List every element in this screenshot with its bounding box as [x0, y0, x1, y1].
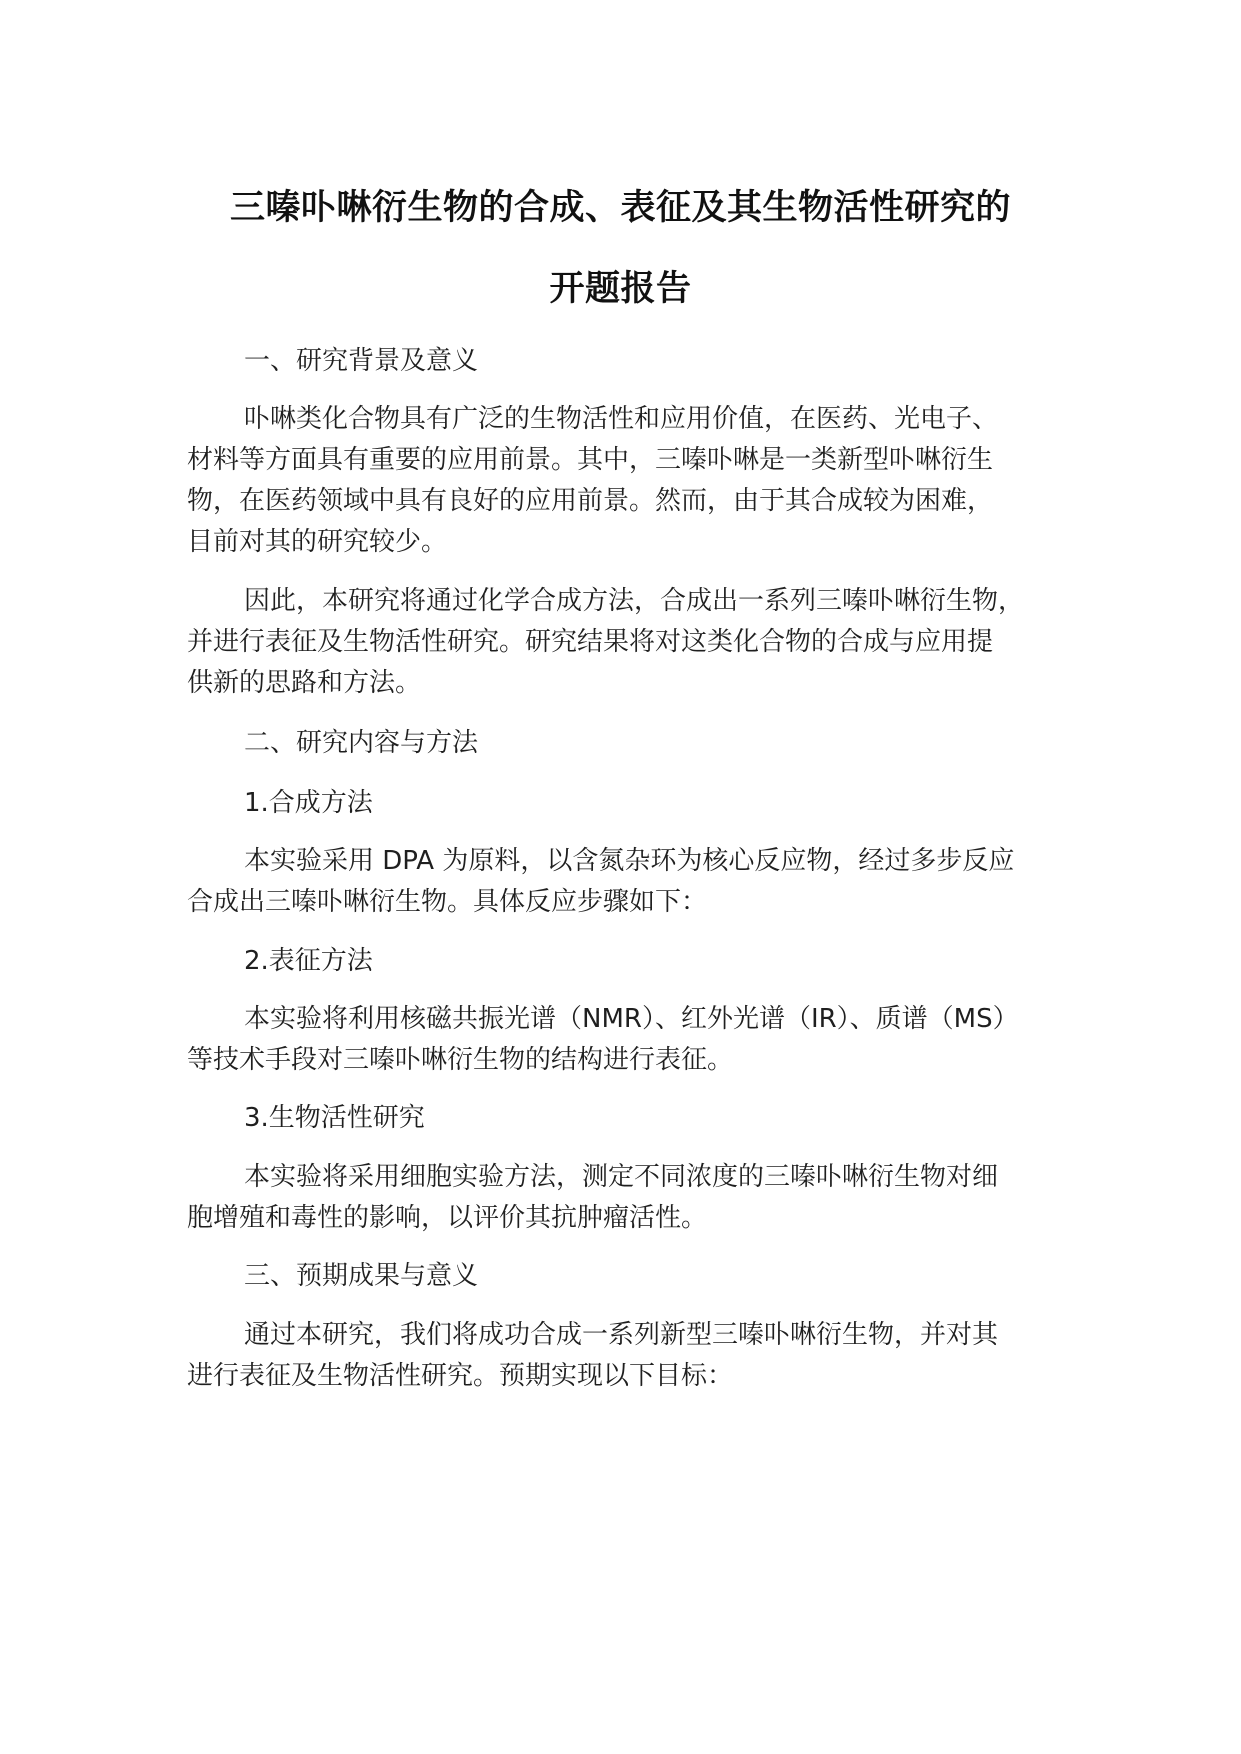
paragraph-line: 进行表征及生物活性研究。预期实现以下目标：: [187, 1361, 734, 1391]
paragraph-line: 等技术手段对三嗪卟啉衍生物的结构进行表征。: [187, 1045, 734, 1075]
paragraph-line: 胞增殖和毒性的影响，以评价其抗肿瘤活性。: [187, 1203, 708, 1233]
paragraph-line: 物，在医药领域中具有良好的应用前景。然而，由于其合成较为困难，: [187, 486, 994, 516]
subsection-heading-synthesis: 1.合成方法: [244, 788, 373, 818]
paragraph-line: 卟啉类化合物具有广泛的生物活性和应用价值，在医药、光电子、: [244, 404, 999, 434]
paragraph-line: 目前对其的研究较少。: [187, 527, 448, 557]
paragraph-line: 材料等方面具有重要的应用前景。其中，三嗪卟啉是一类新型卟啉衍生: [187, 445, 994, 475]
paragraph-line: 因此，本研究将通过化学合成方法，合成出一系列三嗪卟啉衍生物，: [244, 586, 1025, 616]
subsection-heading-characterization: 2.表征方法: [244, 946, 373, 976]
document-title-line-1: 三嗪卟啉衍生物的合成、表征及其生物活性研究的: [229, 188, 1011, 228]
paragraph-line: 通过本研究，我们将成功合成一系列新型三嗪卟啉衍生物，并对其: [244, 1320, 999, 1350]
section-heading-background: 一、研究背景及意义: [244, 346, 479, 376]
subsection-heading-bioactivity: 3.生物活性研究: [244, 1103, 425, 1133]
paragraph-line: 供新的思路和方法。: [187, 668, 422, 698]
paragraph-line: 并进行表征及生物活性研究。研究结果将对这类化合物的合成与应用提: [187, 627, 994, 657]
paragraph-line: 本实验将采用细胞实验方法，测定不同浓度的三嗪卟啉衍生物对细: [244, 1162, 999, 1192]
document-title-line-2: 开题报告: [549, 269, 692, 309]
paragraph-line: 本实验采用 DPA 为原料，以含氮杂环为核心反应物，经过多步反应: [244, 846, 1015, 876]
paragraph-line: 合成出三嗪卟啉衍生物。具体反应步骤如下：: [187, 887, 708, 917]
section-heading-content-methods: 二、研究内容与方法: [244, 728, 479, 758]
paragraph-line: 本实验将利用核磁共振光谱（NMR）、红外光谱（IR）、质谱（MS）: [244, 1004, 1019, 1034]
section-heading-expected-results: 三、预期成果与意义: [244, 1261, 479, 1291]
